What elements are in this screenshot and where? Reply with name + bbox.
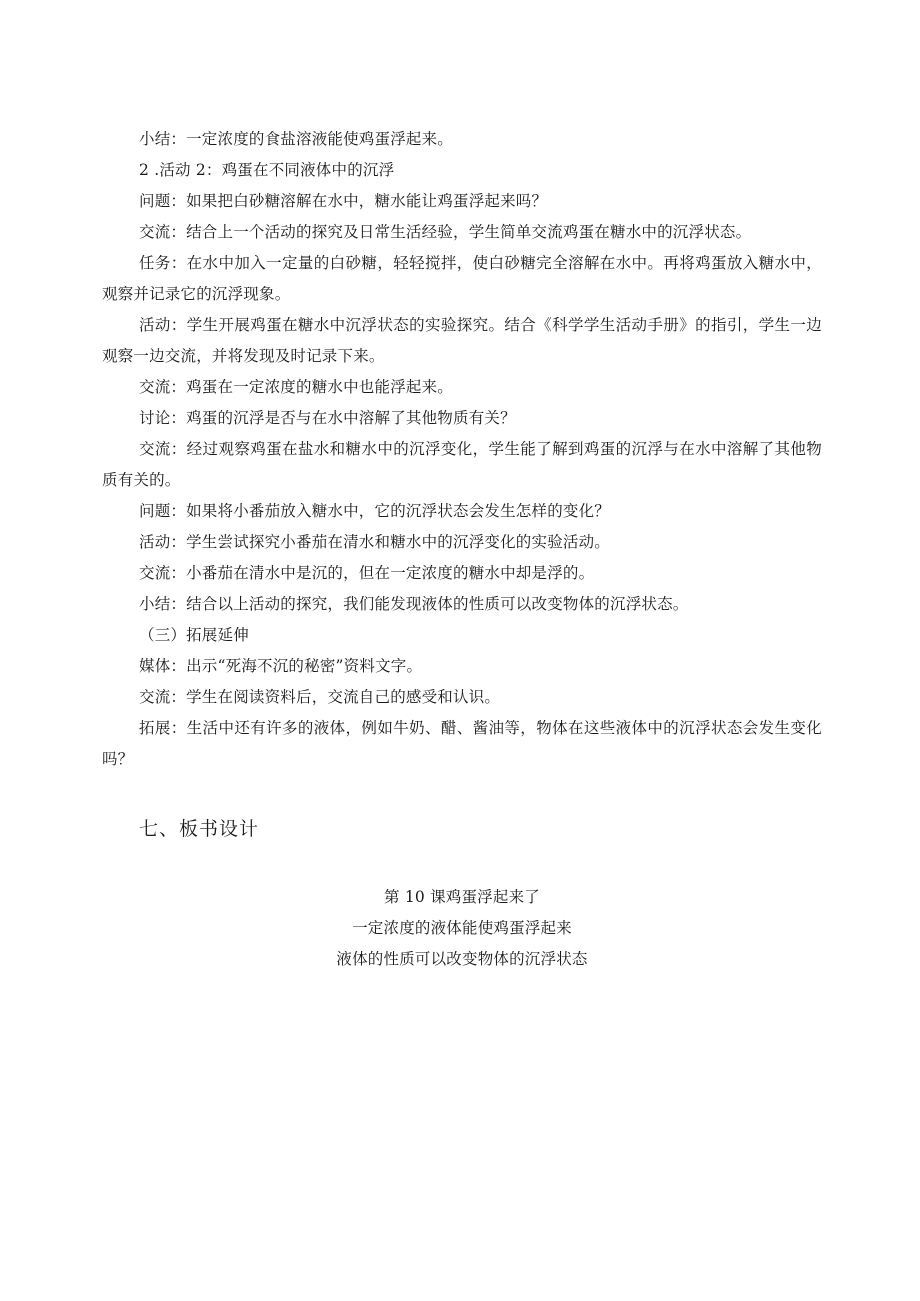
board-line-concentration: 一定浓度的液体能使鸡蛋浮起来 xyxy=(352,919,572,937)
paragraph-activity-tomato: 活动：学生尝试探究小番茄在清水和糖水中的沉浮变化的实验活动。 xyxy=(139,533,611,551)
paragraph-activity-experiment: 活动：学生开展鸡蛋在糖水中沉浮状态的实验探究。结合《科学学生活动手册》的指引，学生一边观察一边交流，并将发现及时记录下来。 xyxy=(102,316,822,365)
paragraph-exchange-tomato: 交流：小番茄在清水中是沉的，但在一定浓度的糖水中却是浮的。 xyxy=(139,564,595,582)
paragraph-question-sugar: 问题：如果把白砂糖溶解在水中，糖水能让鸡蛋浮起来吗？ xyxy=(139,192,548,210)
paragraph-extension: 拓展：生活中还有许多的液体，例如牛奶、醋、酱油等，物体在这些液体中的沉浮状态会发生变化吗？ xyxy=(102,719,822,768)
section-title-board-design: 七、板书设计 xyxy=(139,818,260,840)
paragraph-question-tomato: 问题：如果将小番茄放入糖水中，它的沉浮状态会发生怎样的变化？ xyxy=(139,502,611,520)
document-body xyxy=(102,124,822,975)
paragraph-exchange-observation: 交流：经过观察鸡蛋在盐水和糖水中的沉浮变化，学生能了解到鸡蛋的沉浮与在水中溶解了其他物质有关的。 xyxy=(102,440,822,489)
paragraph-discussion: 讨论：鸡蛋的沉浮是否与在水中溶解了其他物质有关？ xyxy=(139,409,516,427)
paragraph-exchange-sugar-float: 交流：鸡蛋在一定浓度的糖水中也能浮起来。 xyxy=(139,378,454,396)
paragraph-media: 媒体：出示“死海不沉的秘密”资料文字。 xyxy=(139,657,423,675)
paragraph-extension-heading: （三）拓展延伸 xyxy=(139,626,249,644)
board-design xyxy=(102,882,822,975)
paragraph-activity-2-heading: 2 .活动 2：鸡蛋在不同液体中的沉浮 xyxy=(139,161,395,179)
paragraph-exchange-experience: 交流：结合上一个活动的探究及日常生活经验，学生简单交流鸡蛋在糖水中的沉浮状态。 xyxy=(139,223,752,241)
board-line-property: 液体的性质可以改变物体的沉浮状态 xyxy=(336,950,588,968)
paragraph-summary-salt: 小结：一定浓度的食盐溶液能使鸡蛋浮起来。 xyxy=(139,130,454,148)
board-line-lesson-title: 第 10 课鸡蛋浮起来了 xyxy=(384,888,540,906)
paragraph-exchange-reading: 交流：学生在阅读资料后，交流自己的感受和认识。 xyxy=(139,688,501,706)
paragraph-summary-liquid: 小结：结合以上活动的探究，我们能发现液体的性质可以改变物体的沉浮状态。 xyxy=(139,595,689,613)
paragraph-task: 任务：在水中加入一定量的白砂糖，轻轻搅拌，使白砂糖完全溶解在水中。再将鸡蛋放入糖水中，观察并记录它的沉浮现象。 xyxy=(102,254,822,303)
